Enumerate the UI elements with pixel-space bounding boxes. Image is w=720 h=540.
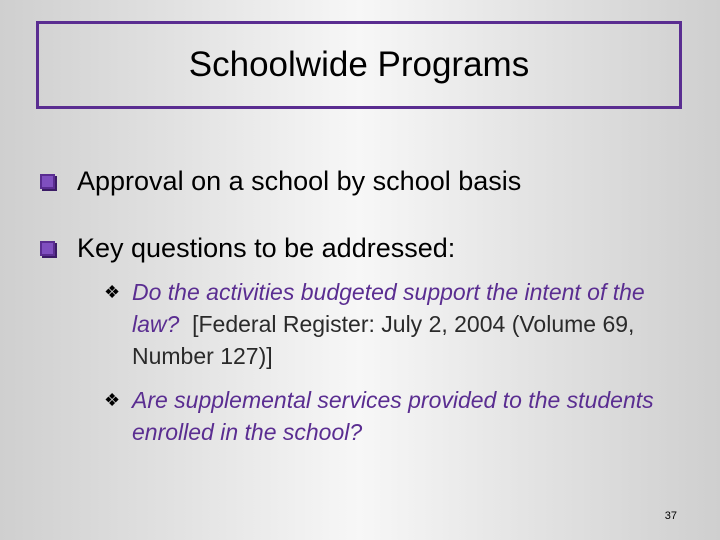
bullet-item-approval <box>40 166 521 197</box>
sub-bullet-question: Do the activities budgeted support the intent of the law? <box>132 279 645 337</box>
bullet-text: Approval on a school by school basis <box>77 166 522 196</box>
bullet-item-key-questions <box>40 233 455 264</box>
checkbox-bullet-icon <box>40 174 55 189</box>
sub-bullet-reference: [Federal Register: July 2, 2004 (Volume 69, Number 127)] <box>132 311 641 369</box>
sub-bullet-item-activities <box>104 276 664 372</box>
sub-bullet-text <box>132 384 664 448</box>
diamond-bullet-icon: ❖ <box>104 282 121 302</box>
checkbox-bullet-icon <box>40 241 55 256</box>
diamond-bullet-icon: ❖ <box>104 390 121 410</box>
sub-bullet-question: Are supplemental services provided to the students enrolled in the school? <box>132 387 654 445</box>
sub-bullet-item-supplemental <box>104 384 664 448</box>
bullet-text: Key questions to be addressed: <box>77 233 456 263</box>
sub-bullet-text <box>132 276 664 372</box>
page-number: 37 <box>664 510 677 522</box>
title-frame <box>36 21 682 109</box>
slide-title: Schoolwide Programs <box>188 45 530 84</box>
